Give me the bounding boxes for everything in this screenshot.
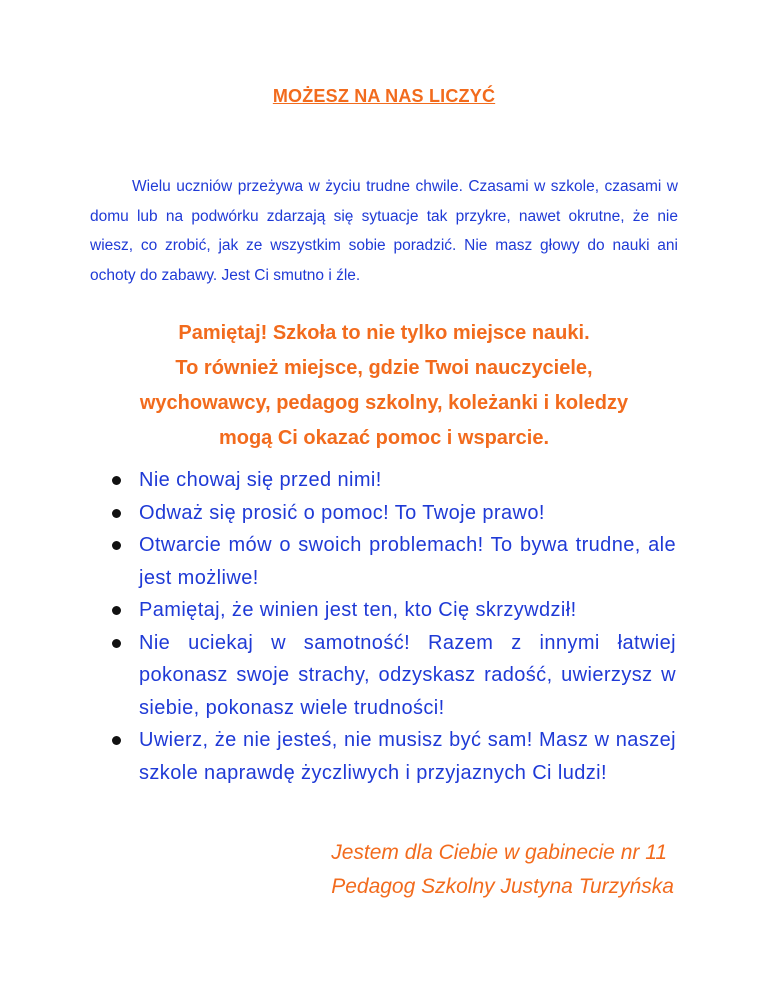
tip-text: Odważ się prosić o pomoc! To Twoje prawo! [139,501,545,524]
list-item [112,724,676,789]
list-item [112,594,676,627]
tip-text: Pamiętaj, że winien jest ten, kto Cię skrzywdził! [139,599,577,621]
tip-text: Otwarcie mów o swoich problemach! To bywa trudne, ale jest możliwe! [139,534,676,589]
emphasis-block [60,316,708,456]
emphasis-line: Pamiętaj! Szkoła to nie tylko miejsce nauki. [178,322,590,344]
document-title: MOŻESZ NA NAS LICZYĆ [272,86,496,106]
bullet-dot-icon [112,476,121,485]
list-item [112,529,676,594]
bullet-dot-icon [112,736,121,745]
bullet-dot-icon [112,541,121,550]
tips-list [112,464,676,789]
intro-paragraph: Wielu uczniów przeżywa w życiu trudne chwile. Czasami w szkole, czasami w domu lub na podwórku zdarzają się sytuacje tak przykre, nawet okrutne, że nie wiesz, co zrobić, jak ze wszystkim sobie poradzić. Nie masz głowy do nauki ani ochoty do zabawy. Jest Ci smutno i źle. [90,178,678,284]
bullet-dot-icon [112,639,121,648]
tip-text: Nie uciekaj w samotność! Razem z innymi łatwiej pokonasz swoje strachy, odzyskasz radość, uwierzysz w siebie, pokonasz wiele trudności! [139,631,676,719]
list-item [112,627,676,725]
list-item [112,464,676,497]
signature-office-line: Jestem dla Ciebie w gabinecie nr 11 [331,841,667,864]
signature-block [331,836,674,904]
bullet-dot-icon [112,606,121,615]
emphasis-line: To również miejsce, gdzie Twoi nauczyciele, [175,357,593,379]
emphasis-line: wychowawcy, pedagog szkolny, koleżanki i koledzy [139,392,629,414]
signature-name-line: Pedagog Szkolny Justyna Turzyńska [331,875,674,898]
bullet-dot-icon [112,509,121,518]
tip-text: Nie chowaj się przed nimi! [139,469,382,491]
list-item [112,497,676,530]
emphasis-line: mogą Ci okazać pomoc i wsparcie. [218,427,550,449]
tip-text: Uwierz, że nie jesteś, nie musisz być sam! Masz w naszej szkole naprawdę życzliwych i przyjaznych Ci ludzi! [139,729,676,784]
